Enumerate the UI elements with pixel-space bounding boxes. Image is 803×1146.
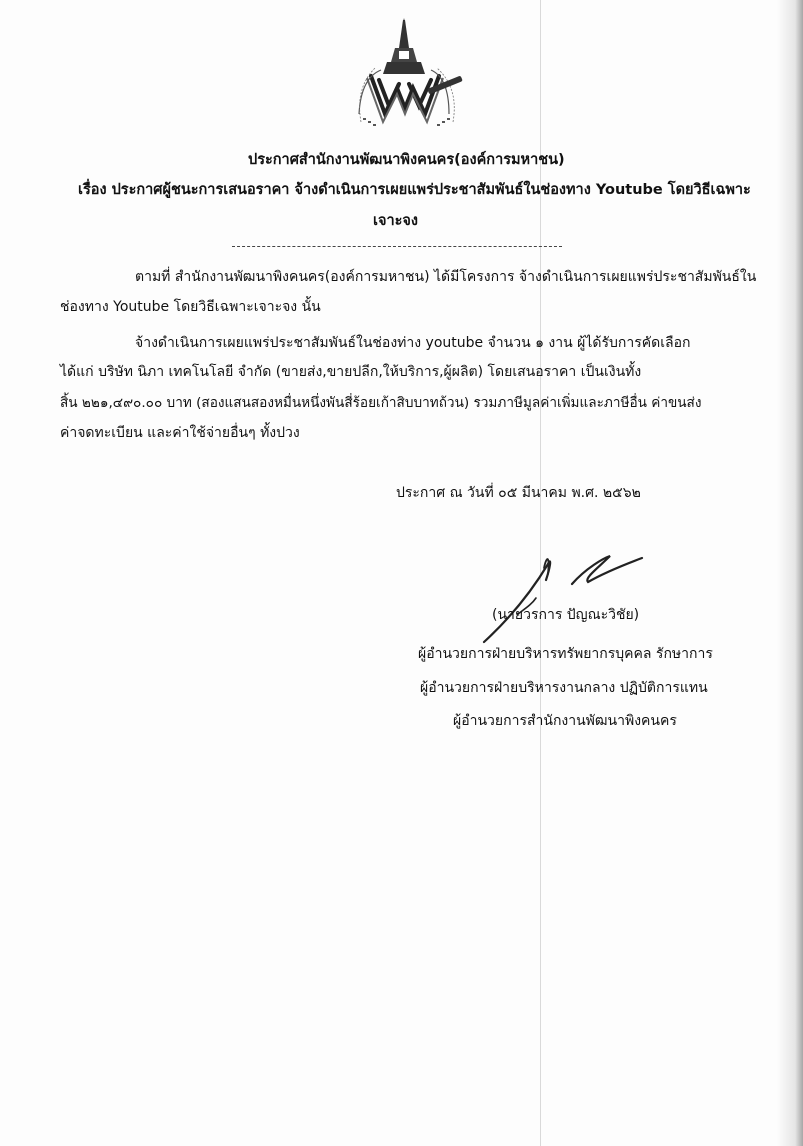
paragraph-1-line-2: ช่องทาง Youtube โดยวิธีเฉพาะเจาะจง นั้น (60, 299, 321, 315)
paragraph-2-line-1: จ้างดำเนินการเผยแพร่ประชาสัมพันธ์ในช่องท่าง youtube จำนวน ๑ งาน ผู้ได้รับการคัดเลือก (135, 335, 691, 351)
handwritten-signature-icon (478, 538, 648, 648)
signatory-title-2: ผู้อำนวยการฝ่ายบริหารงานกลาง ปฏิบัติการแทน (420, 680, 708, 696)
signatory-title-3: ผู้อำนวยการสำนักงานพัฒนาพิงคนคร (453, 713, 677, 729)
subject-line-1: เรื่อง ประกาศผู้ชนะการเสนอราคา จ้างดำเนินการเผยแพร่ประชาสัมพันธ์ในช่องทาง Youtube โดยวิธีเฉพาะ (78, 182, 751, 198)
paragraph-1-line-1: ตามที่ สำนักงานพัฒนาพิงคนคร(องค์การมหาชน) ได้มีโครงการ จ้างดำเนินการเผยแพร่ประชาสัมพันธ์ใน (135, 269, 757, 285)
paragraph-2-line-3: สิ้น ๒๒๑,๔๙๐.๐๐ บาท (สองแสนสองหมื่นหนึ่งพันสี่ร้อยเก้าสิบบาทถ้วน) รวมภาษีมูลค่าเพิ่มและภาษีอื่น ค่าขนส่ง (60, 395, 702, 411)
signatory-title-1: ผู้อำนวยการฝ่ายบริหารทรัพยากรบุคคล รักษาการ (418, 646, 713, 662)
announcement-title: ประกาศสำนักงานพัฒนาพิงคนคร(องค์การมหาชน) (248, 152, 565, 168)
separator-line (232, 246, 562, 247)
agency-emblem-icon (341, 18, 471, 136)
signatory-name: (นายวรการ ปัญณะวิชัย) (492, 607, 640, 623)
scan-edge-shadow (777, 0, 803, 1146)
subject-line-2: เจาะจง (373, 213, 418, 229)
paragraph-2-line-2: ได้แก่ บริษัท นิภา เทคโนโลยี จำกัด (ขายส่ง,ขายปลีก,ให้บริการ,ผู้ผลิต) โดยเสนอราคา เป็นเงินทั้ง (60, 364, 642, 380)
paragraph-2-line-4: ค่าจดทะเบียน และค่าใช้จ่ายอื่นๆ ทั้งปวง (60, 425, 300, 441)
announcement-date: ประกาศ ณ วันที่ ๐๕ มีนาคม พ.ศ. ๒๕๖๒ (396, 485, 641, 501)
